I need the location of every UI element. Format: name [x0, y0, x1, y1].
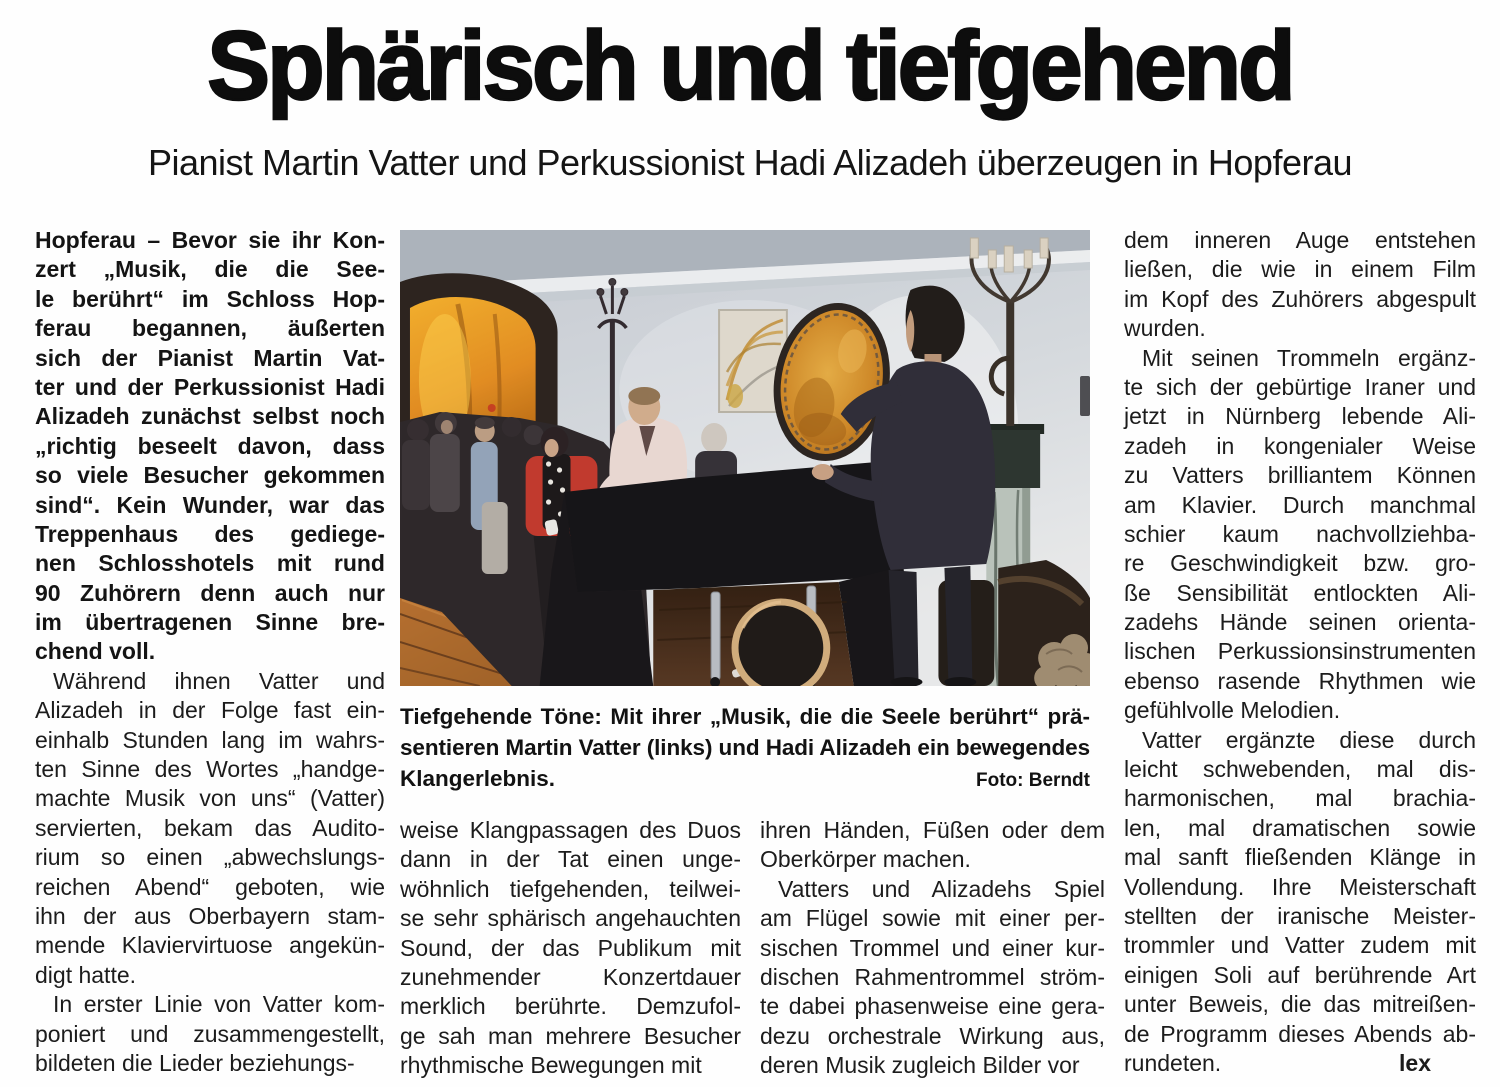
photo-caption [400, 701, 1090, 794]
text-line: zadeh in kongenialer Weise [1124, 432, 1476, 459]
paragraph [760, 816, 1105, 875]
text-line: Alizadeh zunächst selbst noch [35, 403, 385, 430]
text-line: poniert und zusammengestellt, [35, 1020, 385, 1047]
concert-photo-illustration [400, 230, 1090, 686]
text-line: sischen Trommel und einer kur- [760, 934, 1105, 961]
article-column-2 [400, 816, 741, 1081]
text-line: schier kaum nachvollziehba- [1124, 520, 1476, 547]
text-line: te sich der gebürtige Iraner und [1124, 373, 1476, 400]
text-line: digt hatte. [35, 961, 137, 988]
paragraph [1124, 344, 1476, 726]
text-line: 90 Zuhörern denn auch nur [35, 579, 385, 606]
text-line: servierten, bekam das Audito- [35, 814, 385, 841]
caption-line: sentieren Martin Vatter (links) und Hadi Alizadeh ein bewegendes [400, 735, 1090, 760]
text-line: dischen Rahmentrommel ström- [760, 963, 1105, 990]
photo-credit: Foto: Berndt [976, 770, 1090, 791]
text-line: rundeten. lex [1124, 1049, 1476, 1078]
paragraph [35, 226, 385, 667]
text-line: trommler und Vatter zudem mit [1124, 932, 1476, 959]
text-line: Sound, der das Publikum mit [400, 934, 741, 961]
text-line: le berührt“ im Schloss Hop- [35, 285, 385, 312]
text-line: lischen Perkussionsinstrumenten [1124, 638, 1476, 665]
paragraph [35, 990, 385, 1078]
text-line: machte Musik von uns“ (Vatter) [35, 785, 385, 812]
paragraph [760, 875, 1105, 1081]
text-line: bildeten die Lieder beziehungs- [35, 1049, 355, 1076]
text-line: Vollendung. Ihre Meisterschaft [1124, 873, 1476, 900]
text-line: len, mal dramatischen sowie [1124, 814, 1476, 841]
text-line: rium so einen „abwechslungs- [35, 844, 385, 871]
text-line: ge sah man mehrere Besucher [400, 1022, 741, 1049]
text-line: im Kopf des Zuhörers abgespult [1124, 285, 1476, 312]
text-line: re Geschwindigkeit bzw. gro- [1124, 550, 1476, 577]
paragraph [1124, 726, 1476, 1079]
text-line: im übertragenen Sinne bre- [35, 609, 385, 636]
text-line: rhythmische Bewegungen mit [400, 1052, 702, 1079]
text-line: „richtig beseelt davon, dass [35, 432, 385, 459]
text-line: se sehr sphärisch angehauchten [400, 905, 741, 932]
text-line: ter und der Perkussionist Hadi [35, 373, 385, 400]
text-line: merklich berührte. Demzufol- [400, 993, 741, 1020]
text-line: Oberkörper machen. [760, 846, 971, 873]
text-line: einhalb Stunden lang im wahrs- [35, 726, 385, 753]
text-line: unter Beweis, die das mitreißen- [1124, 991, 1476, 1018]
text-line: Vatter ergänzte diese durch [1142, 726, 1476, 753]
text-line: nen Schlosshotels mit rund [35, 550, 385, 577]
text-line: wöhnlich tiefgehenden, teilwei- [400, 875, 741, 902]
text-line: ihn der aus Oberbayern stam- [35, 902, 385, 929]
text-line: ferau begannen, äußerten [35, 315, 385, 342]
text-line: sich der Pianist Martin Vat- [35, 344, 386, 371]
paragraph [1124, 226, 1476, 344]
text-line: zunehmender Konzertdauer [400, 963, 741, 990]
text-line: wurden. [1124, 315, 1206, 342]
text-line: Treppenhaus des gediege- [35, 520, 385, 547]
text-line: ten Sinne des Wortes „handge- [35, 756, 385, 783]
concert-photo [400, 230, 1090, 686]
text-line: chend voll. [35, 638, 156, 665]
text-line: Mit seinen Trommeln ergänz- [1142, 344, 1476, 371]
text-line: dezu orchestrale Wirkung aus, [760, 1022, 1105, 1049]
text-line: Vatters und Alizadehs Spiel [778, 875, 1105, 902]
text-line: ebenso rasende Rhythmen wie [1124, 667, 1476, 694]
text-line: weise Klangpassagen des Duos [400, 817, 741, 843]
caption-line: Tiefgehende Töne: Mit ihrer „Musik, die die Seele berührt“ prä- [400, 704, 1090, 729]
text-line: sind“. Kein Wunder, war das [35, 491, 386, 518]
text-line: Während ihnen Vatter und [53, 667, 385, 694]
text-line: am Flügel sowie mit einer per- [760, 905, 1105, 932]
text-line: einigen Soli auf berührende Art [1124, 961, 1476, 988]
text-line: deren Musik zugleich Bilder vor [760, 1052, 1080, 1079]
text-line: mende Klaviervirtuose angekün- [35, 932, 385, 959]
text-line: harmonischen, mal brachia- [1124, 785, 1476, 812]
text-line: mal sanft fließenden Klänge in [1124, 844, 1476, 871]
text-line: am Klavier. Durch manchmal [1124, 491, 1476, 518]
paragraph [35, 667, 385, 990]
text-line: dann in der Tat einen unge- [400, 846, 741, 873]
text-line: zert „Musik, die die See- [35, 256, 385, 283]
text-line: ihren Händen, Füßen oder dem [760, 817, 1105, 843]
author-byline: lex [1399, 1049, 1431, 1076]
article-column-1 [35, 226, 385, 1078]
text-line: leicht schwebenden, mal dis- [1124, 756, 1476, 783]
text-line: de Programm dieses Abends ab- [1124, 1020, 1476, 1047]
text-line: so viele Besucher gekommen [35, 462, 385, 489]
article-subheadline: Pianist Martin Vatter und Perkussionist Hadi Alizadeh überzeugen in Hopferau [147, 142, 1353, 183]
article-column-3 [760, 816, 1105, 1081]
text-line: jetzt in Nürnberg lebende Ali- [1124, 403, 1476, 430]
text-line: stellten der iranische Meister- [1124, 902, 1476, 929]
text-line: gefühlvolle Melodien. [1124, 697, 1341, 724]
text-line: In erster Linie von Vatter kom- [53, 991, 385, 1018]
text-line: te dabei phasenweise eine gera- [760, 993, 1105, 1020]
text-line: ließen, die wie in einem Film [1124, 256, 1476, 283]
text-line: ße Sensibilität entlockten Ali- [1124, 579, 1476, 606]
text-line: dem inneren Auge entstehen [1124, 227, 1476, 253]
article-column-4 [1124, 226, 1476, 1078]
text-line: reichen Abend“ geboten, wie [35, 873, 385, 900]
article-headline: Sphärisch und tiefgehend [207, 11, 1293, 120]
text-line: Hopferau – Bevor sie ihr Kon- [35, 227, 385, 253]
paragraph [400, 816, 741, 1081]
text-line: zu Vatters brilliantem Können [1124, 462, 1476, 489]
caption-line: Klangerlebnis. Foto: Berndt [400, 763, 1090, 794]
text-line: zadehs Hände seinen orienta- [1124, 609, 1476, 636]
text-line: Alizadeh in der Folge fast ein- [35, 697, 385, 724]
